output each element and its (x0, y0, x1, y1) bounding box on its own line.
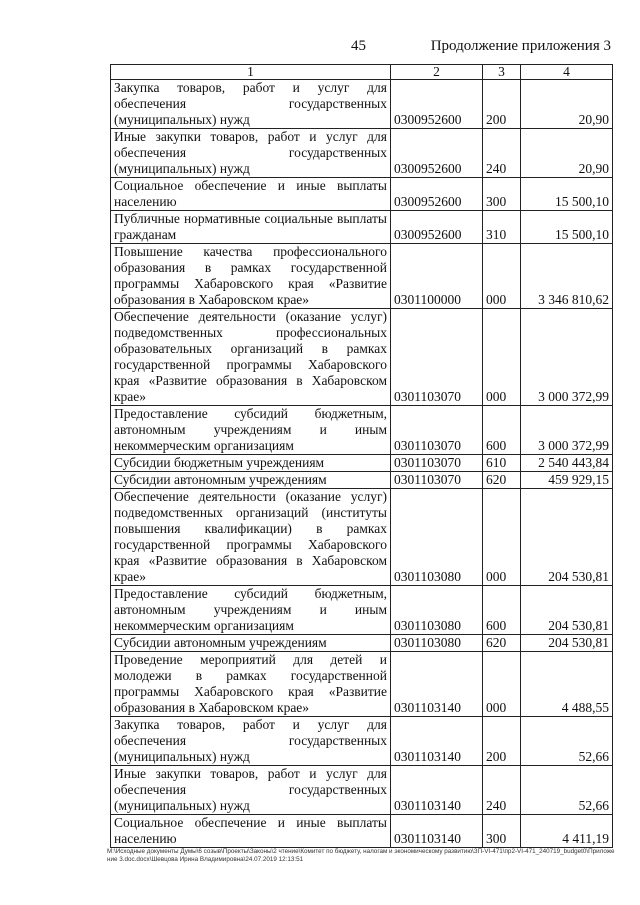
column-header-row (111, 65, 613, 80)
row-code-cell: 0300952600 (391, 80, 483, 129)
row-code-cell: 0301103140 (391, 766, 483, 815)
row-kind-cell: 620 (483, 472, 521, 489)
row-sum-cell: 15 500,10 (521, 178, 613, 211)
row-kind-cell: 600 (483, 406, 521, 455)
table-row (111, 489, 613, 586)
page-number: 45 (351, 38, 366, 54)
row-kind-cell: 620 (483, 635, 521, 652)
row-sum-cell: 204 530,81 (521, 489, 613, 586)
budget-table (110, 64, 613, 848)
row-sum-cell: 15 500,10 (521, 211, 613, 244)
row-kind-cell: 300 (483, 178, 521, 211)
row-sum-cell: 204 530,81 (521, 586, 613, 635)
row-kind-cell: 200 (483, 80, 521, 129)
row-name-cell: Иные закупки товаров, работ и услуг для обеспечения государственных (муниципальных) нужд (111, 766, 391, 815)
row-name-cell: Социальное обеспечение и иные выплаты населению (111, 815, 391, 848)
table-row (111, 455, 613, 472)
row-name-cell: Субсидии автономным учреждениям (111, 472, 391, 489)
row-kind-cell: 310 (483, 211, 521, 244)
row-code-cell: 0301103070 (391, 406, 483, 455)
row-sum-cell: 52,66 (521, 717, 613, 766)
row-sum-cell: 3 000 372,99 (521, 309, 613, 406)
row-code-cell: 0301100000 (391, 244, 483, 309)
table-row (111, 766, 613, 815)
row-code-cell: 0301103070 (391, 309, 483, 406)
row-name-cell: Иные закупки товаров, работ и услуг для обеспечения государственных (муниципальных) нужд (111, 129, 391, 178)
row-code-cell: 0301103140 (391, 717, 483, 766)
row-name-cell: Предоставление субсидий бюджетным, автономным учреждениям и иным некоммерческим организациям (111, 586, 391, 635)
row-name-cell: Публичные нормативные социальные выплаты гражданам (111, 211, 391, 244)
row-name-cell: Субсидии автономным учреждениям (111, 635, 391, 652)
row-kind-cell: 000 (483, 652, 521, 717)
row-code-cell: 0300952600 (391, 211, 483, 244)
table-row (111, 652, 613, 717)
row-name-cell: Обеспечение деятельности (оказание услуг) подведомственных организаций (институты повышения квалификации) в рамках государственной программы Хабаровского края «Развитие образования в Хабаровском крае» (111, 489, 391, 586)
row-kind-cell: 000 (483, 244, 521, 309)
row-name-cell: Закупка товаров, работ и услуг для обеспечения государственных (муниципальных) нужд (111, 80, 391, 129)
row-sum-cell: 20,90 (521, 80, 613, 129)
table-row (111, 586, 613, 635)
row-code-cell: 0301103080 (391, 586, 483, 635)
row-sum-cell: 52,66 (521, 766, 613, 815)
row-kind-cell: 240 (483, 129, 521, 178)
table-row (111, 244, 613, 309)
column-header-kind: 3 (483, 65, 521, 80)
row-sum-cell: 4 411,19 (521, 815, 613, 848)
row-name-cell: Предоставление субсидий бюджетным, автономным учреждениям и иным некоммерческим организациям (111, 406, 391, 455)
row-code-cell: 0301103080 (391, 489, 483, 586)
row-name-cell: Социальное обеспечение и иные выплаты населению (111, 178, 391, 211)
row-kind-cell: 300 (483, 815, 521, 848)
row-kind-cell: 200 (483, 717, 521, 766)
row-name-cell: Проведение мероприятий для детей и молодежи в рамках государственной программы Хабаровского края «Развитие образования в Хабаровском крае» (111, 652, 391, 717)
row-sum-cell: 459 929,15 (521, 472, 613, 489)
row-code-cell: 0301103140 (391, 652, 483, 717)
row-name-cell: Субсидии бюджетным учреждениям (111, 455, 391, 472)
row-sum-cell: 3 346 810,62 (521, 244, 613, 309)
table-row (111, 815, 613, 848)
file-path-footer: M:\Исходные документы Думы\6 созыв\Проекты\Законы\2 чтение\Комитет по бюджету, налогам и экономическому развитию\ЗП-VI-471\пр2-VI-471_240719_budget0\Приложение 3.doc.docx\Шевцова Ирина Владимировна\24.07.2019 12:13:51 (107, 848, 615, 863)
row-kind-cell: 600 (483, 586, 521, 635)
row-sum-cell: 2 540 443,84 (521, 455, 613, 472)
column-header-code: 2 (391, 65, 483, 80)
continuation-label: Продолжение приложения 3 (430, 38, 611, 54)
row-kind-cell: 000 (483, 489, 521, 586)
row-code-cell: 0301103080 (391, 635, 483, 652)
row-name-cell: Обеспечение деятельности (оказание услуг) подведомственных профессиональных образовательных организаций в рамках государственной программы Хабаровского края «Развитие образования в Хабаровском крае» (111, 309, 391, 406)
column-header-sum: 4 (521, 65, 613, 80)
row-code-cell: 0301103140 (391, 815, 483, 848)
table-row (111, 472, 613, 489)
table-row (111, 80, 613, 129)
row-sum-cell: 20,90 (521, 129, 613, 178)
row-code-cell: 0300952600 (391, 129, 483, 178)
row-code-cell: 0301103070 (391, 472, 483, 489)
row-name-cell: Повышение качества профессионального образования в рамках государственной программы Хабаровского края «Развитие образования в Хабаровском крае» (111, 244, 391, 309)
table-row (111, 309, 613, 406)
column-header-name: 1 (111, 65, 391, 80)
row-sum-cell: 3 000 372,99 (521, 406, 613, 455)
row-kind-cell: 240 (483, 766, 521, 815)
row-name-cell: Закупка товаров, работ и услуг для обеспечения государственных (муниципальных) нужд (111, 717, 391, 766)
row-sum-cell: 4 488,55 (521, 652, 613, 717)
table-row (111, 406, 613, 455)
table-row (111, 717, 613, 766)
row-code-cell: 0300952600 (391, 178, 483, 211)
row-sum-cell: 204 530,81 (521, 635, 613, 652)
table-row (111, 178, 613, 211)
row-kind-cell: 000 (483, 309, 521, 406)
table-row (111, 635, 613, 652)
table-row (111, 129, 613, 178)
table-row (111, 211, 613, 244)
row-code-cell: 0301103070 (391, 455, 483, 472)
row-kind-cell: 610 (483, 455, 521, 472)
table-body (111, 80, 613, 848)
